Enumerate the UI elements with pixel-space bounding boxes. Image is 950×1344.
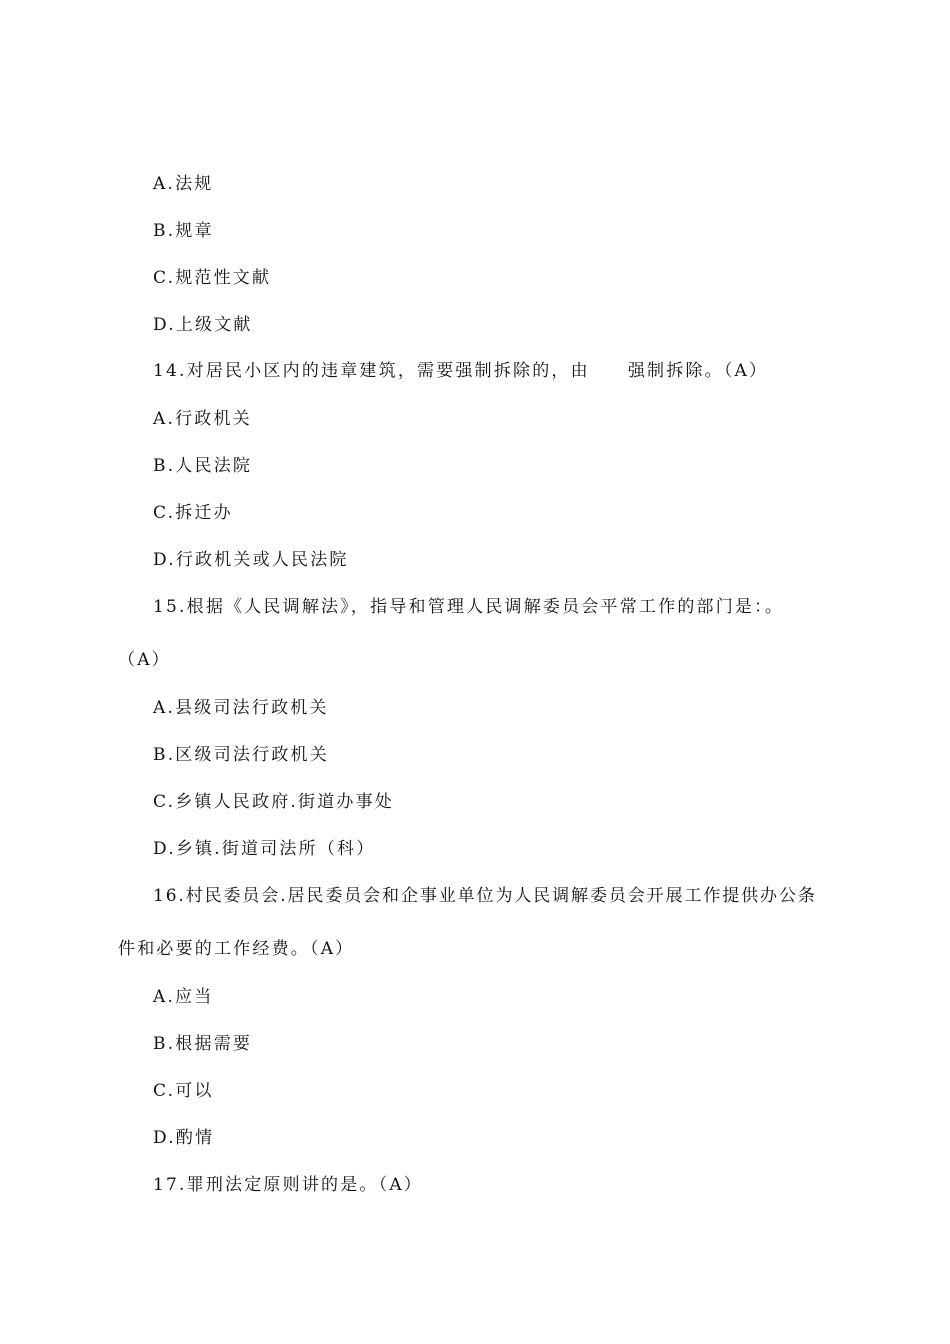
q13-option-c: C.规范性文献 xyxy=(153,268,272,288)
q16-option-a: A.应当 xyxy=(153,987,214,1007)
q13-option-a: A.法规 xyxy=(153,174,214,194)
q14-stem-before: 14.对居民小区内的违章建筑，需要强制拆除的，由 xyxy=(153,361,590,381)
q15-option-d: D.乡镇.街道司法所（科） xyxy=(153,839,376,859)
q15-option-b: B.区级司法行政机关 xyxy=(153,745,329,765)
q16-option-b: B.根据需要 xyxy=(153,1034,253,1054)
q14-stem xyxy=(153,359,768,383)
q15-option-a: A.县级司法行政机关 xyxy=(153,698,329,718)
q16-option-c: C.可以 xyxy=(153,1081,214,1101)
q14-option-b: B.人民法院 xyxy=(153,456,253,476)
q16-stem-line1: 16.村民委员会.居民委员会和企事业单位为人民调解委员会开展工作提供办公条 xyxy=(153,886,817,906)
q14-option-a: A.行政机关 xyxy=(153,409,252,429)
q15-answer: （A） xyxy=(118,650,171,670)
q14-option-c: C.拆迁办 xyxy=(153,503,233,523)
q13-option-d: D.上级文献 xyxy=(153,315,253,335)
q17-stem: 17.罪刑法定原则讲的是。（A） xyxy=(153,1175,424,1195)
q15-option-c: C.乡镇人民政府.街道办事处 xyxy=(153,792,395,812)
q16-option-d: D.酌情 xyxy=(153,1128,215,1148)
q14-stem-after: 强制拆除。（A） xyxy=(627,361,769,381)
q13-option-b: B.规章 xyxy=(153,221,214,241)
q14-option-d: D.行政机关或人民法院 xyxy=(153,550,349,570)
q16-stem-line2: 件和必要的工作经费。（A） xyxy=(118,939,355,959)
q15-stem: 15.根据《人民调解法》，指导和管理人民调解委员会平常工作的部门是：。 xyxy=(153,597,785,617)
